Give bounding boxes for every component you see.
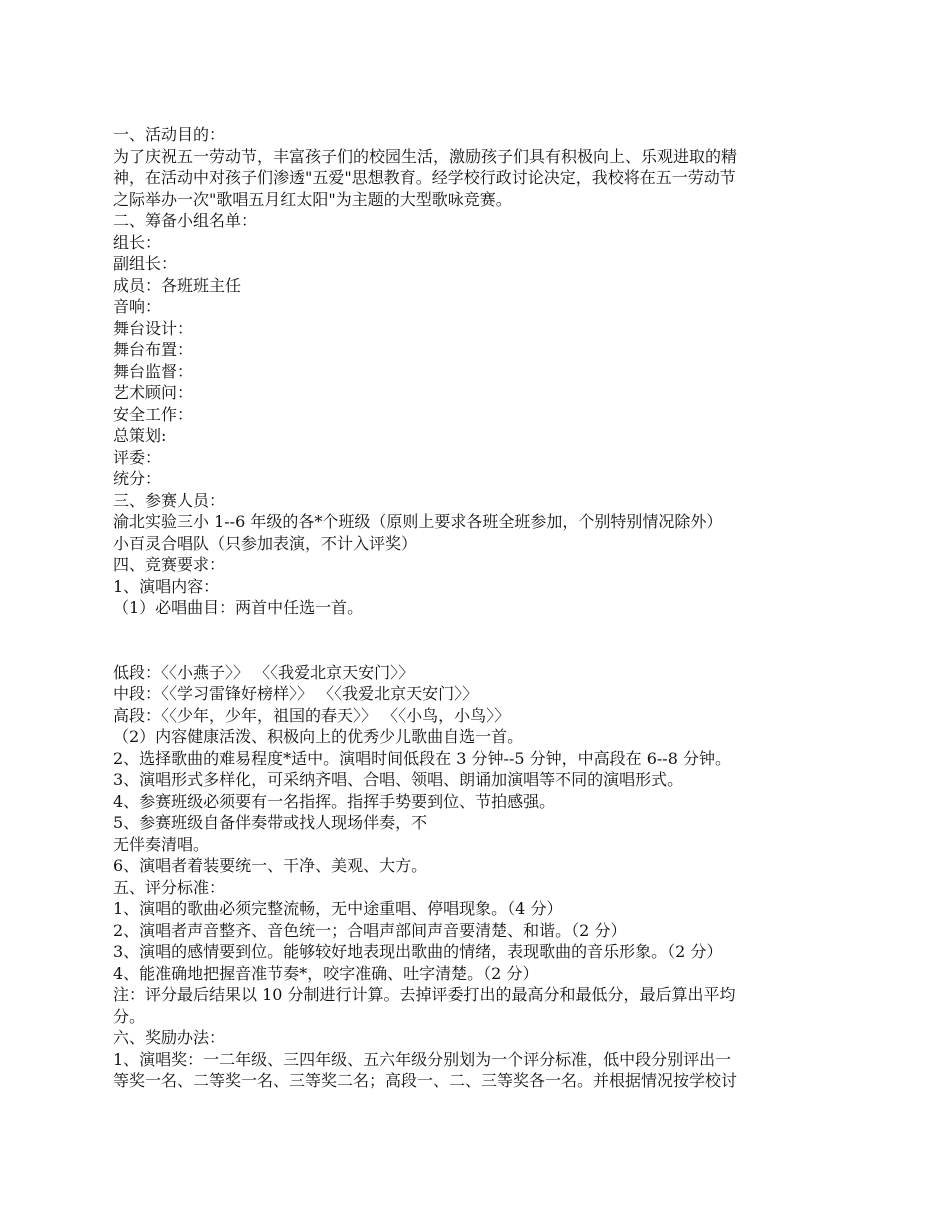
text-line: 5、参赛班级自备伴奏带或找人现场伴奏，不 bbox=[113, 813, 428, 832]
text-line: 三、参赛人员： bbox=[113, 490, 226, 510]
text-line: 六、奖励办法： bbox=[113, 1028, 226, 1047]
text-line: 音响： bbox=[113, 297, 162, 316]
blank-line bbox=[113, 640, 843, 662]
text-line: 4、参赛班级必须要有一名指挥。指挥手势要到位、节拍感强。 bbox=[113, 791, 556, 811]
text-line: 之际举办一次"歌唱五月红太阳"为主题的大型歌咏竞赛。 bbox=[113, 189, 512, 209]
text-line: 1、演唱的歌曲必须完整流畅，无中途重唱、停唱现象。（4 分） bbox=[113, 899, 563, 918]
text-line: 神，在活动中对孩子们渗透"五爱"思想教育。经学校行政讨论决定，我校将在五一劳动节 bbox=[113, 168, 736, 187]
text-line: 安全工作： bbox=[113, 404, 194, 424]
text-line: 成员：各班班主任 bbox=[113, 275, 242, 295]
text-line: 3、演唱形式多样化，可采纳齐唱、合唱、领唱、朗诵加演唱等不同的演唱形式。 bbox=[113, 770, 684, 789]
text-line: 无伴奏清唱。 bbox=[113, 834, 210, 854]
text-line: 1、演唱内容： bbox=[113, 576, 220, 596]
text-line: 中段：〈〈学习雷锋好榜样〉〉 〈〈我爱北京天安门〉〉 bbox=[113, 684, 479, 703]
text-line: 舞台布置： bbox=[113, 340, 194, 359]
text-line: 组长： bbox=[113, 232, 162, 252]
text-line: 6、演唱者着装要统一、干净、美观、大方。 bbox=[113, 856, 428, 875]
text-line: 四、竞赛要求： bbox=[113, 555, 226, 574]
text-line: 副组长： bbox=[113, 254, 178, 273]
text-line: 高段：〈〈少年，少年，祖国的春天〉〉 〈〈小鸟，小鸟〉〉 bbox=[113, 705, 511, 725]
text-line: 小百灵合唱队（只参加表演，不计入评奖） bbox=[113, 533, 418, 553]
text-line: 分。 bbox=[113, 1006, 146, 1026]
text-line: 舞台设计： bbox=[113, 318, 194, 338]
text-line: （1）必唱曲目：两首中任选一首。 bbox=[113, 598, 364, 617]
text-line: 五、评分标准： bbox=[113, 877, 226, 897]
text-line: 2、演唱者声音整齐、音色统一；合唱声部间声音要清楚、和谐。（2 分） bbox=[113, 920, 627, 940]
text-line: 为了庆祝五一劳动节，丰富孩子们的校园生活，激励孩子们具有积极向上、乐观进取的精 bbox=[113, 146, 738, 166]
text-line: 二、筹备小组名单： bbox=[113, 211, 258, 230]
text-line: 总策划: bbox=[113, 426, 167, 445]
text-line: 渝北实验三小 1--6 年级的各*个班级（原则上要求各班全班参加，个别特别情况除外） bbox=[113, 512, 723, 531]
text-line: 评委： bbox=[113, 447, 162, 467]
text-line: 舞台监督： bbox=[113, 361, 194, 381]
text-line: 一、活动目的： bbox=[113, 125, 226, 144]
text-line: 3、演唱的感情要到位。能够较好地表现出歌曲的情绪，表现歌曲的音乐形象。（2 分） bbox=[113, 942, 723, 961]
text-line: 艺术顾问： bbox=[113, 383, 194, 402]
text-line: （2）内容健康活泼、积极向上的优秀少儿歌曲自选一首。 bbox=[113, 727, 524, 746]
text-line: 1、演唱奖：一二年级、三四年级、五六年级分别划为一个评分标准，低中段分别评出一 bbox=[113, 1049, 732, 1069]
blank-line bbox=[113, 619, 843, 641]
text-line: 低段：〈〈小燕子〉〉 〈〈我爱北京天安门〉〉 bbox=[113, 662, 415, 682]
text-line: 等奖一名、二等奖一名、三等奖二名；高段一、二、三等奖各一名。并根据情况按学校讨 bbox=[113, 1071, 738, 1090]
text-line: 2、选择歌曲的难易程度*适中。演唱时间低段在 3 分钟--5 分钟，中高段在 6--8 分钟。 bbox=[113, 748, 731, 768]
text-line: 注：评分最后结果以 10 分制进行计算。去掉评委打出的最高分和最低分，最后算出平均 bbox=[113, 985, 736, 1004]
document-body bbox=[113, 124, 843, 1092]
text-line: 统分： bbox=[113, 469, 162, 488]
text-line: 4、能准确地把握音准节奏*，咬字准确、吐字清楚。（2 分） bbox=[113, 963, 539, 983]
